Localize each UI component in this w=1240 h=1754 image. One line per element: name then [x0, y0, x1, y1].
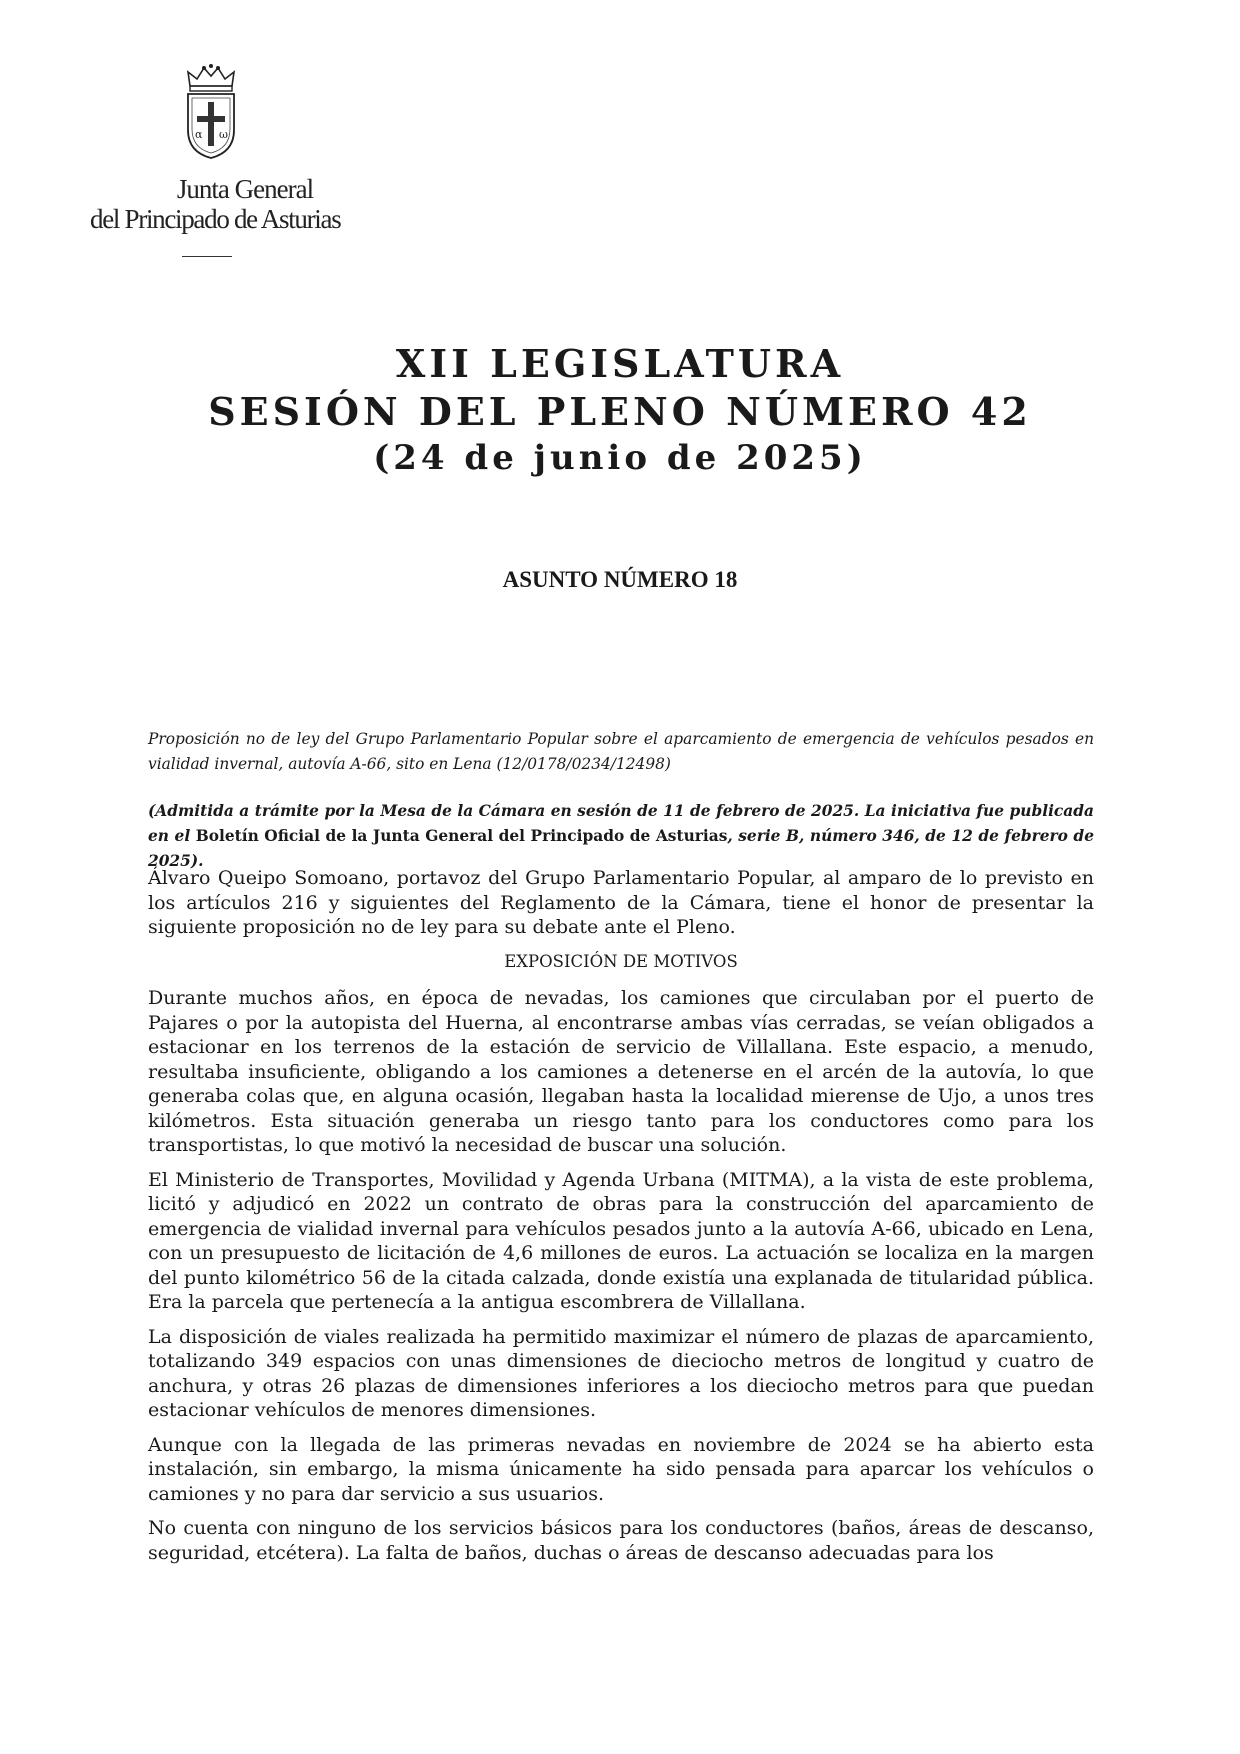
admission-note-part1: (Admitida a trámite por la Mesa de la Cámara en sesión de 11 de febrero de 2025. La iniciativa fue publicada en el	[148, 802, 1094, 845]
asunto-heading: ASUNTO NÚMERO 18	[502, 567, 738, 592]
svg-text:α: α	[195, 128, 203, 141]
body-paragraph: La disposición de viales realizada ha permitido maximizar el número de plazas de aparcamiento, totalizando 349 espacios con unas dimensiones de dieciocho metros de longitud y cuatro de anchura, y otras 26 plazas de dimensiones inferiores a los dieciocho metros para que puedan estacionar vehículos de menores dimensiones.	[148, 1325, 1094, 1421]
session-title: SESIÓN DEL PLENO NÚMERO 42	[208, 389, 1032, 434]
document-body	[148, 866, 1094, 1575]
logo-divider	[182, 256, 232, 257]
admission-note	[148, 799, 1094, 874]
legislature-title: XII LEGISLATURA	[395, 341, 845, 386]
body-paragraph: El Ministerio de Transportes, Movilidad y Agenda Urbana (MITMA), a la vista de este problema, licitó y adjudicó en 2022 un contrato de obras para la construcción del aparcamiento de emergencia de vialidad invernal para vehículos pesados junto a la autovía A-66, ubicado en Lena, con un presupuesto de licitación de 4,6 millones de euros. La actuación se localiza en la margen del punto kilométrico 56 de la citada calzada, donde existía una explanada de titularidad pública. Era la parcela que pertenecía a la antigua escombrera de Villallana.	[148, 1168, 1094, 1313]
body-paragraph: Aunque con la llegada de las primeras nevadas en noviembre de 2024 se ha abierto esta instalación, sin embargo, la misma únicamente ha sido pensada para aparcar los vehículos o camiones y no para dar servicio a sus usuarios.	[148, 1433, 1094, 1505]
intro-paragraph: Álvaro Queipo Somoano, portavoz del Grupo Parlamentario Popular, al amparo de lo previsto en los artículos 216 y siguientes del Reglamento de la Cámara, tiene el honor de presentar la siguiente proposición no de ley para su debate ante el Pleno.	[148, 867, 1094, 938]
admission-note-part2: , serie B, número 346, de 12 de febrero de 2025).	[148, 827, 1094, 870]
bulletin-name: Boletín Oficial de la Junta General del Principado de Asturias	[195, 827, 728, 845]
initiative-summary: Proposición no de ley del Grupo Parlamentario Popular sobre el aparcamiento de emergencia de vehículos pesados en vialidad invernal, autovía A-66, sito en Lena (12/0178/0234/12498)	[148, 730, 1094, 773]
institution-name-line1: Junta General	[176, 174, 314, 204]
svg-text:ω: ω	[219, 128, 228, 141]
body-paragraph: No cuenta con ninguno de los servicios básicos para los conductores (baños, áreas de descanso, seguridad, etcétera). La falta de baños, duchas o áreas de descanso adecuadas para los	[148, 1517, 1094, 1564]
motivos-heading: EXPOSICIÓN DE MOTIVOS	[504, 951, 738, 971]
institution-name-line2: del Principado de Asturias	[90, 204, 341, 234]
body-paragraph: Durante muchos años, en época de nevadas, los camiones que circulaban por el puerto de Pajares o por la autopista del Huerna, al encontrarse ambas vías cerradas, se veían obligados a estacionar en los terrenos de la estación de servicio de Villallana. Este espacio, a menudo, resultaba insuficiente, obligando a los camiones a detenerse en el arcén de la autovía, lo que generaba colas que, en alguna ocasión, llegaban hasta la localidad mierense de Ujo, a unos tres kilómetros. Esta situación generaba un riesgo tanto para los conductores como para los transportistas, lo que motivó la necesidad de buscar una solución.	[148, 987, 1094, 1156]
coat-of-arms-icon	[180, 64, 242, 160]
session-date: (24 de junio de 2025)	[373, 438, 867, 478]
document-title-block	[0, 340, 1240, 480]
